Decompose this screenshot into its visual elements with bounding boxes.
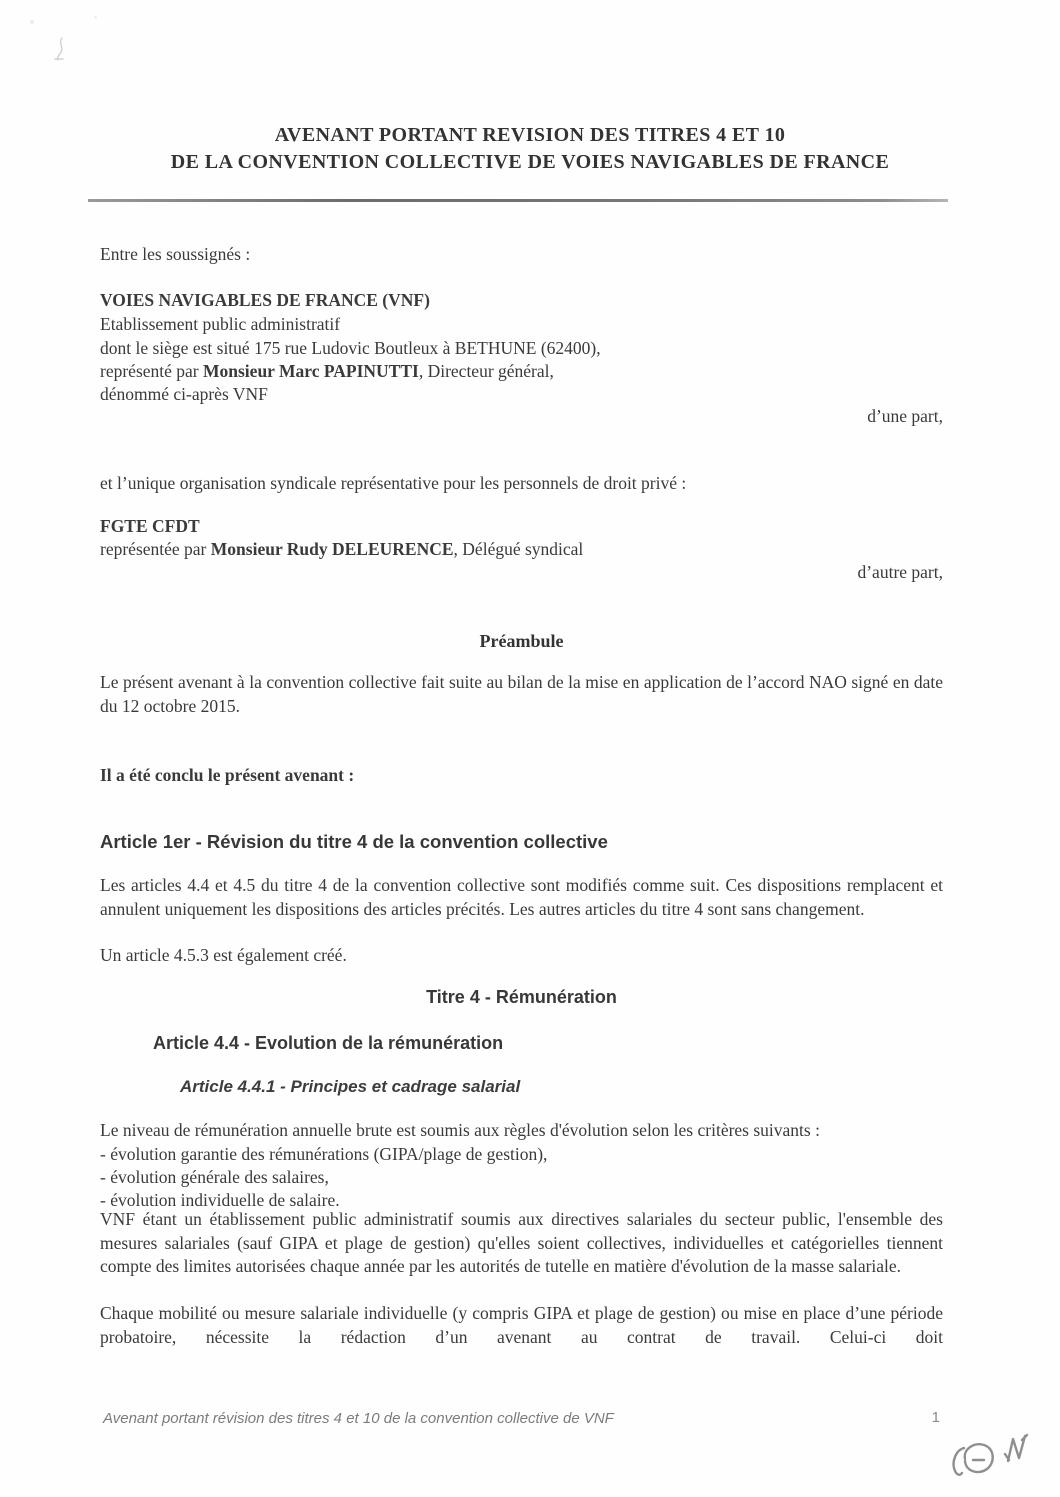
title-divider-rule bbox=[88, 199, 948, 202]
criteria-item: - évolution individuelle de salaire. bbox=[100, 1190, 340, 1210]
criteria-item: - évolution garantie des rémunérations (GIPA/plage de gestion), bbox=[100, 1144, 548, 1164]
union-represented-prefix: représentée par bbox=[100, 539, 211, 559]
scan-artifact bbox=[94, 16, 97, 19]
criteria-item: - évolution générale des salaires, bbox=[100, 1167, 329, 1187]
scan-artifact bbox=[52, 36, 74, 62]
vnf-address: dont le siège est situé 175 rue Ludovic Boutleux à BETHUNE (62400), bbox=[100, 338, 601, 358]
article-4-4-1-heading: Article 4.4.1 - Principes et cadrage salarial bbox=[180, 1077, 521, 1096]
criteria-intro: Le niveau de rémunération annuelle brute est soumis aux règles d'évolution selon les critères suivants : bbox=[100, 1120, 820, 1140]
vnf-name: VOIES NAVIGABLES DE FRANCE (VNF) bbox=[100, 290, 430, 310]
vnf-represented-suffix: , Directeur général, bbox=[418, 361, 554, 381]
page-number: 1 bbox=[931, 1409, 940, 1426]
vnf-representative-name: Monsieur Marc PAPINUTTI bbox=[203, 361, 419, 381]
union-intro: et l’unique organisation syndicale représentative pour les personnels de droit privé : bbox=[100, 473, 687, 493]
footer-running-title: Avenant portant révision des titres 4 et 10 de la convention collective de VNF bbox=[103, 1410, 614, 1427]
preambule-heading: Préambule bbox=[479, 631, 564, 651]
vnf-represented-by bbox=[100, 360, 943, 384]
union-represented-by bbox=[100, 538, 943, 562]
titre-4-paragraph-2: Chaque mobilité ou mesure salariale individuelle (y compris GIPA et plage de gestion) ou mise en place d’une période probatoire, nécessite la rédaction d’un avenant au contrat de travail. Celui-ci doit bbox=[100, 1303, 943, 1347]
article-1-body: Les articles 4.4 et 4.5 du titre 4 de la convention collective sont modifiés comme suit. Ces dispositions remplacent et annulent uniquement les dispositions des articles précités. Les autres articles du titre 4 sont sans changement. bbox=[100, 875, 943, 919]
title-line-2: DE LA CONVENTION COLLECTIVE DE VOIES NAVIGABLES DE FRANCE bbox=[170, 151, 890, 173]
union-name: FGTE CFDT bbox=[100, 516, 200, 536]
preambule-body: Le présent avenant à la convention collective fait suite au bilan de la mise en application de l’accord NAO signé en date du 12 octobre 2015. bbox=[100, 672, 943, 716]
title-line-1: AVENANT PORTANT REVISION DES TITRES 4 ET 10 bbox=[274, 124, 786, 146]
union-represented-suffix: , Délégué syndical bbox=[453, 539, 584, 559]
parties-intro: Entre les soussignés : bbox=[100, 244, 251, 264]
vnf-represented-prefix: représenté par bbox=[100, 361, 203, 381]
first-part-label: d’une part, bbox=[867, 406, 943, 426]
vnf-status: Etablissement public administratif bbox=[100, 314, 341, 334]
article-1-heading: Article 1er - Révision du titre 4 de la convention collective bbox=[100, 831, 608, 852]
scan-artifact bbox=[30, 20, 34, 24]
vnf-alias: dénommé ci-après VNF bbox=[100, 384, 268, 404]
article-1-body2: Un article 4.5.3 est également créé. bbox=[100, 945, 347, 965]
titre-4-heading: Titre 4 - Rémunération bbox=[426, 987, 617, 1007]
handwritten-initials-mark bbox=[948, 1432, 1048, 1492]
document-title bbox=[60, 122, 1000, 176]
second-part-label: d’autre part, bbox=[857, 562, 943, 582]
preambule-conclusion: Il a été conclu le présent avenant : bbox=[100, 765, 355, 785]
titre-4-paragraph-1: VNF étant un établissement public administratif soumis aux directives salariales du secteur public, l'ensemble des mesures salariales (sauf GIPA et plage de gestion) qu'elles soient collectives, individuelles et catégorielles tiennent compte des limites autorisées chaque année par les autorités de tutelle en matière d'évolution de la masse salariale. bbox=[100, 1209, 943, 1276]
article-4-4-heading: Article 4.4 - Evolution de la rémunération bbox=[153, 1033, 504, 1053]
union-representative-name: Monsieur Rudy DELEURENCE bbox=[210, 539, 454, 559]
